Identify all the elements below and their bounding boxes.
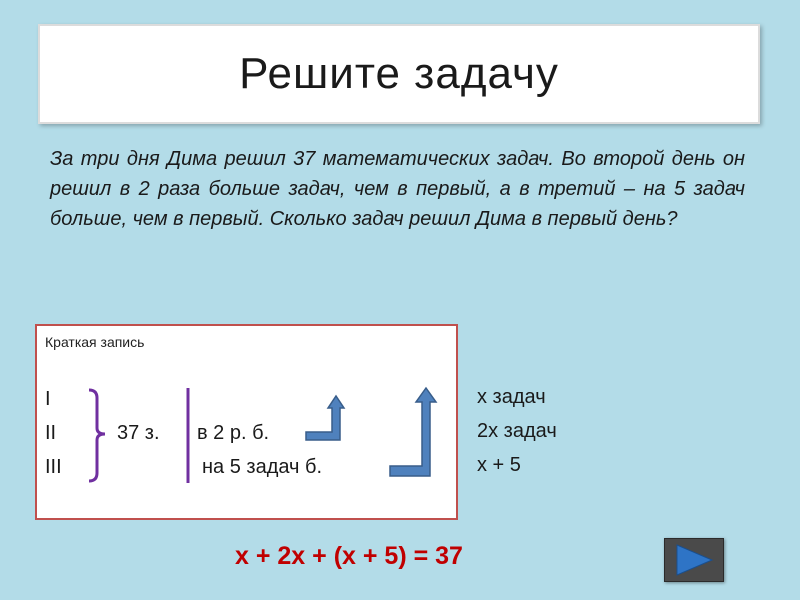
title-box <box>38 24 760 124</box>
expression-day-2: 2х задач <box>477 420 557 442</box>
curly-brace <box>89 390 105 481</box>
row-label-3: III <box>45 456 62 478</box>
note-relation-third: на 5 задач б. <box>202 456 323 478</box>
row-label-2: II <box>45 422 57 444</box>
short-note-box <box>35 324 458 520</box>
note-total: 37 з. <box>117 422 160 444</box>
play-triangle-icon <box>665 539 723 581</box>
up-arrow-icon-small <box>306 396 344 440</box>
row-label-1: I <box>45 388 51 410</box>
up-arrow-icon-large <box>390 388 436 476</box>
next-slide-button[interactable] <box>664 538 724 582</box>
slide-title: Решите задачу <box>239 49 559 98</box>
expression-day-3: х + 5 <box>477 454 521 476</box>
note-relation-second: в 2 р. б. <box>197 422 270 444</box>
note-title: Краткая запись <box>45 334 145 350</box>
equation: х + 2х + (х + 5) = 37 <box>235 542 463 570</box>
expression-day-1: х задач <box>477 386 546 408</box>
problem-text: За три дня Дима решил 37 математических задач. Во второй день он решил в 2 раза больше задач, чем в первый, а в третий – на 5 задач больше, чем в первый. Сколько задач решил Дима в первый день? <box>50 148 745 230</box>
